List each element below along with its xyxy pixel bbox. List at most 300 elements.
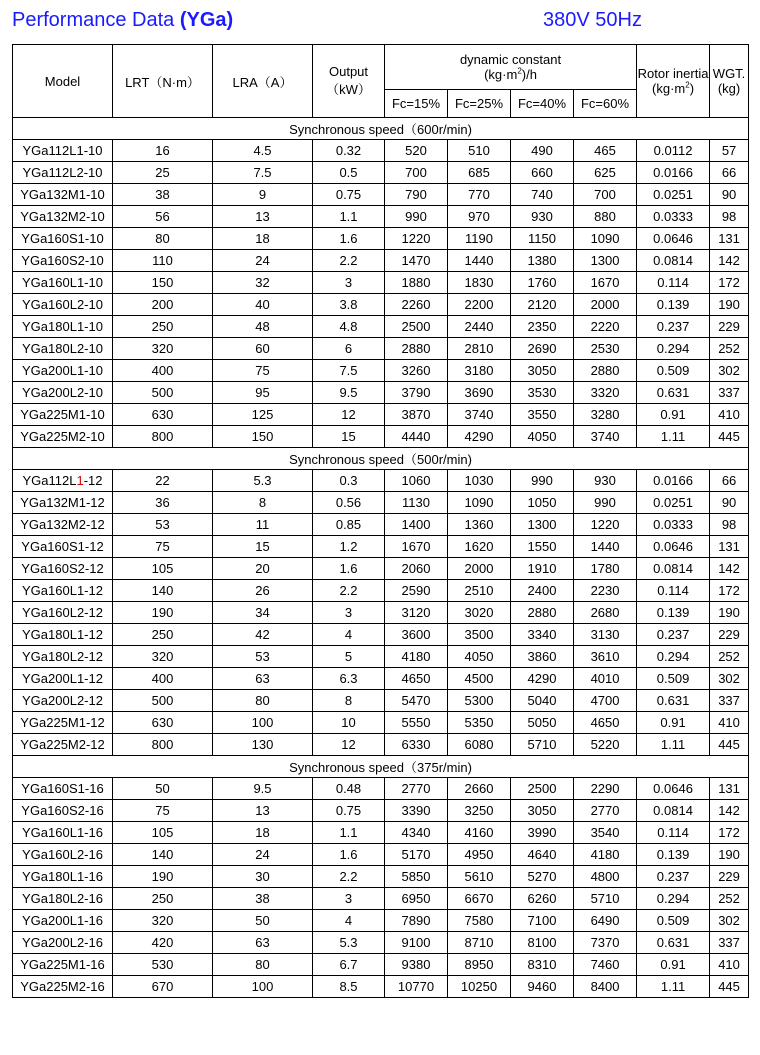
table-cell: 142 xyxy=(710,800,749,822)
table-cell: 53 xyxy=(113,514,213,536)
table-cell: YGa225M2-12 xyxy=(13,734,113,756)
table-cell: 66 xyxy=(710,162,749,184)
table-cell: 8.5 xyxy=(313,976,385,998)
table-cell: 6330 xyxy=(385,734,448,756)
table-cell: 700 xyxy=(574,184,637,206)
table-cell: YGa180L2-12 xyxy=(13,646,113,668)
table-cell: 0.294 xyxy=(637,888,710,910)
table-cell: 131 xyxy=(710,228,749,250)
inertia-line1: Rotor inertia xyxy=(637,66,709,81)
table-cell: 2530 xyxy=(574,338,637,360)
table-cell: YGa200L2-12 xyxy=(13,690,113,712)
table-cell: YGa160S1-16 xyxy=(13,778,113,800)
table-cell: 1.2 xyxy=(313,536,385,558)
table-row xyxy=(13,382,749,404)
table-cell: 56 xyxy=(113,206,213,228)
table-cell: 7460 xyxy=(574,954,637,976)
table-cell: 2770 xyxy=(385,778,448,800)
table-cell: 6490 xyxy=(574,910,637,932)
table-cell: 8310 xyxy=(511,954,574,976)
table-cell: 0.509 xyxy=(637,910,710,932)
table-cell: 150 xyxy=(213,426,313,448)
table-cell: 2060 xyxy=(385,558,448,580)
table-cell: 3500 xyxy=(448,624,511,646)
table-cell: 0.0251 xyxy=(637,492,710,514)
col-header-output xyxy=(313,45,385,118)
table-cell: 3600 xyxy=(385,624,448,646)
section-label: Synchronous speed（375r/min) xyxy=(13,756,749,778)
table-cell: 0.91 xyxy=(637,954,710,976)
voltage-label: 380V 50Hz xyxy=(543,9,642,31)
table-cell: 200 xyxy=(113,294,213,316)
table-cell: YGa200L1-16 xyxy=(13,910,113,932)
table-cell: 34 xyxy=(213,602,313,624)
table-cell: 2880 xyxy=(385,338,448,360)
table-cell: 8950 xyxy=(448,954,511,976)
table-cell: 320 xyxy=(113,646,213,668)
table-cell: 38 xyxy=(113,184,213,206)
table-cell: 3530 xyxy=(511,382,574,404)
table-cell: 4440 xyxy=(385,426,448,448)
table-cell: 5470 xyxy=(385,690,448,712)
table-cell: 0.631 xyxy=(637,690,710,712)
table-cell: 0.139 xyxy=(637,294,710,316)
table-cell: 3740 xyxy=(448,404,511,426)
section-header-row xyxy=(13,756,749,778)
table-cell: 6.3 xyxy=(313,668,385,690)
model-name-highlight: 1 xyxy=(76,473,84,488)
table-cell: 445 xyxy=(710,976,749,998)
table-cell: 302 xyxy=(710,360,749,382)
table-cell: 12 xyxy=(313,734,385,756)
table-cell: 7370 xyxy=(574,932,637,954)
table-cell: 3120 xyxy=(385,602,448,624)
table-cell: 90 xyxy=(710,184,749,206)
table-cell: 4180 xyxy=(574,844,637,866)
table-cell: 12 xyxy=(313,404,385,426)
table-cell: 3540 xyxy=(574,822,637,844)
section-label: Synchronous speed（600r/min) xyxy=(13,118,749,140)
table-cell: 2.2 xyxy=(313,250,385,272)
table-cell: 5220 xyxy=(574,734,637,756)
table-cell: YGa160S1-10 xyxy=(13,228,113,250)
table-cell: 0.0814 xyxy=(637,250,710,272)
table-cell: 131 xyxy=(710,778,749,800)
table-cell: 9100 xyxy=(385,932,448,954)
model-name-part: YGa112L xyxy=(22,473,77,488)
table-cell: 1440 xyxy=(448,250,511,272)
table-cell: 4950 xyxy=(448,844,511,866)
table-cell: 18 xyxy=(213,228,313,250)
table-cell: 190 xyxy=(113,866,213,888)
dyn-line2-pre: (kg·m xyxy=(484,67,518,82)
table-cell: 2590 xyxy=(385,580,448,602)
table-cell: YGa180L2-10 xyxy=(13,338,113,360)
table-cell: YGa160L1-12 xyxy=(13,580,113,602)
table-cell: 0.237 xyxy=(637,624,710,646)
table-cell: 6950 xyxy=(385,888,448,910)
table-cell: YGa200L1-12 xyxy=(13,668,113,690)
table-cell: 4.8 xyxy=(313,316,385,338)
table-cell: 252 xyxy=(710,646,749,668)
table-cell: 0.294 xyxy=(637,338,710,360)
table-cell: 1.11 xyxy=(637,426,710,448)
table-cell: 20 xyxy=(213,558,313,580)
table-cell: 172 xyxy=(710,580,749,602)
table-cell: 63 xyxy=(213,668,313,690)
table-cell: 5040 xyxy=(511,690,574,712)
table-cell: 800 xyxy=(113,426,213,448)
table-cell: 6670 xyxy=(448,888,511,910)
table-row xyxy=(13,580,749,602)
table-cell: 1400 xyxy=(385,514,448,536)
table-cell: YGa225M1-10 xyxy=(13,404,113,426)
table-cell: 172 xyxy=(710,272,749,294)
table-cell: 2260 xyxy=(385,294,448,316)
table-cell: 0.91 xyxy=(637,712,710,734)
table-cell: 5710 xyxy=(511,734,574,756)
table-row xyxy=(13,272,749,294)
table-cell: 1830 xyxy=(448,272,511,294)
table-cell: 2120 xyxy=(511,294,574,316)
table-cell: 26 xyxy=(213,580,313,602)
table-cell: 3740 xyxy=(574,426,637,448)
table-cell: 410 xyxy=(710,404,749,426)
table-cell: 30 xyxy=(213,866,313,888)
table-cell: 800 xyxy=(113,734,213,756)
table-cell: 0.75 xyxy=(313,184,385,206)
table-row xyxy=(13,536,749,558)
table-cell: 36 xyxy=(113,492,213,514)
table-cell: YGa160L1-16 xyxy=(13,822,113,844)
table-cell: 9.5 xyxy=(313,382,385,404)
table-cell: 2880 xyxy=(574,360,637,382)
table-cell: YGa225M2-10 xyxy=(13,426,113,448)
table-cell: 66 xyxy=(710,470,749,492)
table-cell: 5610 xyxy=(448,866,511,888)
table-row xyxy=(13,140,749,162)
table-cell: 630 xyxy=(113,712,213,734)
table-cell: 80 xyxy=(113,228,213,250)
table-cell: 930 xyxy=(574,470,637,492)
table-cell: 5300 xyxy=(448,690,511,712)
table-cell: 990 xyxy=(511,470,574,492)
table-cell: 3870 xyxy=(385,404,448,426)
table-cell: 2680 xyxy=(574,602,637,624)
table-cell: 4160 xyxy=(448,822,511,844)
table-cell: 95 xyxy=(213,382,313,404)
table-cell: 1620 xyxy=(448,536,511,558)
table-cell: 0.85 xyxy=(313,514,385,536)
table-cell: 22 xyxy=(113,470,213,492)
col-header-fc40: Fc=40% xyxy=(511,90,574,118)
table-row xyxy=(13,844,749,866)
table-row xyxy=(13,470,749,492)
table-cell: 320 xyxy=(113,338,213,360)
table-cell: 0.56 xyxy=(313,492,385,514)
table-row xyxy=(13,492,749,514)
table-cell: 125 xyxy=(213,404,313,426)
table-cell: 105 xyxy=(113,558,213,580)
table-cell: 400 xyxy=(113,360,213,382)
col-header-model: Model xyxy=(13,45,113,118)
table-cell: 10770 xyxy=(385,976,448,998)
table-row xyxy=(13,316,749,338)
table-row xyxy=(13,360,749,382)
table-cell: 4700 xyxy=(574,690,637,712)
table-cell: 3130 xyxy=(574,624,637,646)
table-cell: YGa160L1-10 xyxy=(13,272,113,294)
table-cell: 1360 xyxy=(448,514,511,536)
table-cell: 1.6 xyxy=(313,558,385,580)
table-cell: 1880 xyxy=(385,272,448,294)
section-label: Synchronous speed（500r/min) xyxy=(13,448,749,470)
table-cell: 250 xyxy=(113,888,213,910)
table-cell: 252 xyxy=(710,338,749,360)
table-cell: 4500 xyxy=(448,668,511,690)
table-cell: 3250 xyxy=(448,800,511,822)
table-cell: 3610 xyxy=(574,646,637,668)
table-cell: 6080 xyxy=(448,734,511,756)
table-cell: 3260 xyxy=(385,360,448,382)
table-cell: 4650 xyxy=(574,712,637,734)
table-cell: 0.48 xyxy=(313,778,385,800)
table-cell: 229 xyxy=(710,624,749,646)
table-cell: 400 xyxy=(113,668,213,690)
table-cell: YGa160S2-12 xyxy=(13,558,113,580)
table-cell: 140 xyxy=(113,844,213,866)
table-cell: 10250 xyxy=(448,976,511,998)
table-cell: 142 xyxy=(710,558,749,580)
table-cell: 3 xyxy=(313,272,385,294)
table-cell: 13 xyxy=(213,800,313,822)
table-cell: YGa200L2-10 xyxy=(13,382,113,404)
table-cell: 0.631 xyxy=(637,932,710,954)
table-cell: 630 xyxy=(113,404,213,426)
table-cell: 172 xyxy=(710,822,749,844)
table-cell: 510 xyxy=(448,140,511,162)
table-cell: 10 xyxy=(313,712,385,734)
table-cell: 131 xyxy=(710,536,749,558)
table-cell: 700 xyxy=(385,162,448,184)
table-cell: 1.11 xyxy=(637,734,710,756)
table-cell: 2660 xyxy=(448,778,511,800)
table-cell: YGa132M1-10 xyxy=(13,184,113,206)
table-cell: 5 xyxy=(313,646,385,668)
table-cell: 250 xyxy=(113,624,213,646)
table-cell: 930 xyxy=(511,206,574,228)
table-cell: 740 xyxy=(511,184,574,206)
table-cell: 0.0646 xyxy=(637,536,710,558)
table-cell: 4 xyxy=(313,624,385,646)
table-cell: 32 xyxy=(213,272,313,294)
table-cell: 6 xyxy=(313,338,385,360)
table-cell: 0.32 xyxy=(313,140,385,162)
table-cell: 42 xyxy=(213,624,313,646)
table-cell: 11 xyxy=(213,514,313,536)
table-cell: 110 xyxy=(113,250,213,272)
table-cell: 1190 xyxy=(448,228,511,250)
table-cell: 5850 xyxy=(385,866,448,888)
table-cell: 190 xyxy=(710,294,749,316)
table-cell: YGa160L2-12 xyxy=(13,602,113,624)
table-cell: YGa225M1-16 xyxy=(13,954,113,976)
table-cell: 130 xyxy=(213,734,313,756)
table-cell: 190 xyxy=(710,844,749,866)
inertia-line2-post: ) xyxy=(689,81,695,96)
table-cell: 16 xyxy=(113,140,213,162)
table-cell: 1780 xyxy=(574,558,637,580)
wgt-line1: WGT. xyxy=(712,66,746,81)
table-cell: 63 xyxy=(213,932,313,954)
table-cell: 7580 xyxy=(448,910,511,932)
table-cell: 0.631 xyxy=(637,382,710,404)
table-cell: YGa160S2-10 xyxy=(13,250,113,272)
table-cell: 3790 xyxy=(385,382,448,404)
table-cell: 5270 xyxy=(511,866,574,888)
table-cell: 1910 xyxy=(511,558,574,580)
table-cell: 2400 xyxy=(511,580,574,602)
table-cell: 2510 xyxy=(448,580,511,602)
table-cell: 1760 xyxy=(511,272,574,294)
wgt-line2: (kg) xyxy=(717,81,741,96)
table-cell: 2880 xyxy=(511,602,574,624)
section-header-row xyxy=(13,448,749,470)
table-cell: 990 xyxy=(574,492,637,514)
table-cell: 770 xyxy=(448,184,511,206)
table-cell: 0.0814 xyxy=(637,558,710,580)
table-row xyxy=(13,624,749,646)
table-cell: 3280 xyxy=(574,404,637,426)
table-cell: 685 xyxy=(448,162,511,184)
table-cell: 465 xyxy=(574,140,637,162)
table-cell: 7890 xyxy=(385,910,448,932)
table-cell: 1030 xyxy=(448,470,511,492)
table-cell: 0.509 xyxy=(637,668,710,690)
table-cell: 0.0166 xyxy=(637,162,710,184)
table-cell: 9 xyxy=(213,184,313,206)
table-cell: 0.5 xyxy=(313,162,385,184)
table-cell: 302 xyxy=(710,910,749,932)
dyn-line2-post: )/h xyxy=(521,67,537,82)
table-cell: 1220 xyxy=(574,514,637,536)
output-line1: Output xyxy=(328,64,369,79)
table-cell: 229 xyxy=(710,316,749,338)
table-cell: 2200 xyxy=(448,294,511,316)
table-cell: 410 xyxy=(710,712,749,734)
table-cell: 1.6 xyxy=(313,228,385,250)
table-cell: 4 xyxy=(313,910,385,932)
table-cell: 2770 xyxy=(574,800,637,822)
table-cell: 0.0646 xyxy=(637,778,710,800)
table-cell: 4340 xyxy=(385,822,448,844)
table-cell: 3050 xyxy=(511,800,574,822)
table-cell: 0.3 xyxy=(313,470,385,492)
table-cell: 1470 xyxy=(385,250,448,272)
table-cell: 410 xyxy=(710,954,749,976)
table-cell: 1060 xyxy=(385,470,448,492)
table-cell: 7100 xyxy=(511,910,574,932)
table-cell: 500 xyxy=(113,382,213,404)
table-cell: 40 xyxy=(213,294,313,316)
table-cell: 337 xyxy=(710,690,749,712)
table-cell: 0.75 xyxy=(313,800,385,822)
table-cell: 5550 xyxy=(385,712,448,734)
table-cell: 1150 xyxy=(511,228,574,250)
table-cell: 1300 xyxy=(511,514,574,536)
table-cell: 990 xyxy=(385,206,448,228)
table-cell: 4010 xyxy=(574,668,637,690)
table-cell: 8400 xyxy=(574,976,637,998)
output-line2: （kW） xyxy=(326,82,371,97)
table-cell: 18 xyxy=(213,822,313,844)
table-cell: 98 xyxy=(710,206,749,228)
table-cell: 25 xyxy=(113,162,213,184)
table-row xyxy=(13,602,749,624)
table-cell: 4290 xyxy=(511,668,574,690)
table-cell: 445 xyxy=(710,426,749,448)
table-cell: 3020 xyxy=(448,602,511,624)
table-cell: 0.237 xyxy=(637,866,710,888)
table-cell: 0.0112 xyxy=(637,140,710,162)
table-row xyxy=(13,228,749,250)
table-cell: 4800 xyxy=(574,866,637,888)
table-cell: 6.7 xyxy=(313,954,385,976)
table-cell: 1670 xyxy=(574,272,637,294)
table-cell: 5.3 xyxy=(213,470,313,492)
table-cell: 0.139 xyxy=(637,844,710,866)
table-cell: 57 xyxy=(710,140,749,162)
table-cell: YGa112L1-10 xyxy=(13,140,113,162)
table-cell: 1090 xyxy=(448,492,511,514)
table-cell: 1380 xyxy=(511,250,574,272)
table-cell: 50 xyxy=(113,778,213,800)
table-cell: 790 xyxy=(385,184,448,206)
table-cell: 9460 xyxy=(511,976,574,998)
table-cell: YGa180L1-12 xyxy=(13,624,113,646)
table-cell: 302 xyxy=(710,668,749,690)
table-cell: 3 xyxy=(313,602,385,624)
table-row xyxy=(13,294,749,316)
performance-table xyxy=(12,44,749,998)
table-cell: 24 xyxy=(213,844,313,866)
table-cell: 38 xyxy=(213,888,313,910)
table-cell: 4050 xyxy=(511,426,574,448)
table-row xyxy=(13,162,749,184)
col-header-lrt: LRT（N·m） xyxy=(113,45,213,118)
table-cell: 1090 xyxy=(574,228,637,250)
table-cell: 53 xyxy=(213,646,313,668)
table-cell: 2350 xyxy=(511,316,574,338)
table-cell: 0.0166 xyxy=(637,470,710,492)
table-cell: 1.6 xyxy=(313,844,385,866)
col-header-dynamic-constant xyxy=(385,45,637,90)
table-cell: 5.3 xyxy=(313,932,385,954)
title-prefix: Performance Data xyxy=(12,9,180,31)
table-cell: YGa160L2-16 xyxy=(13,844,113,866)
table-row xyxy=(13,514,749,536)
table-cell: 3320 xyxy=(574,382,637,404)
table-cell: 970 xyxy=(448,206,511,228)
table-cell: 1300 xyxy=(574,250,637,272)
table-cell: 0.0814 xyxy=(637,800,710,822)
table-cell: 1.1 xyxy=(313,822,385,844)
page-title xyxy=(12,9,233,32)
model-name-part: -12 xyxy=(83,473,103,488)
table-cell: YGa200L1-10 xyxy=(13,360,113,382)
table-cell: YGa132M1-12 xyxy=(13,492,113,514)
table-cell: 5350 xyxy=(448,712,511,734)
